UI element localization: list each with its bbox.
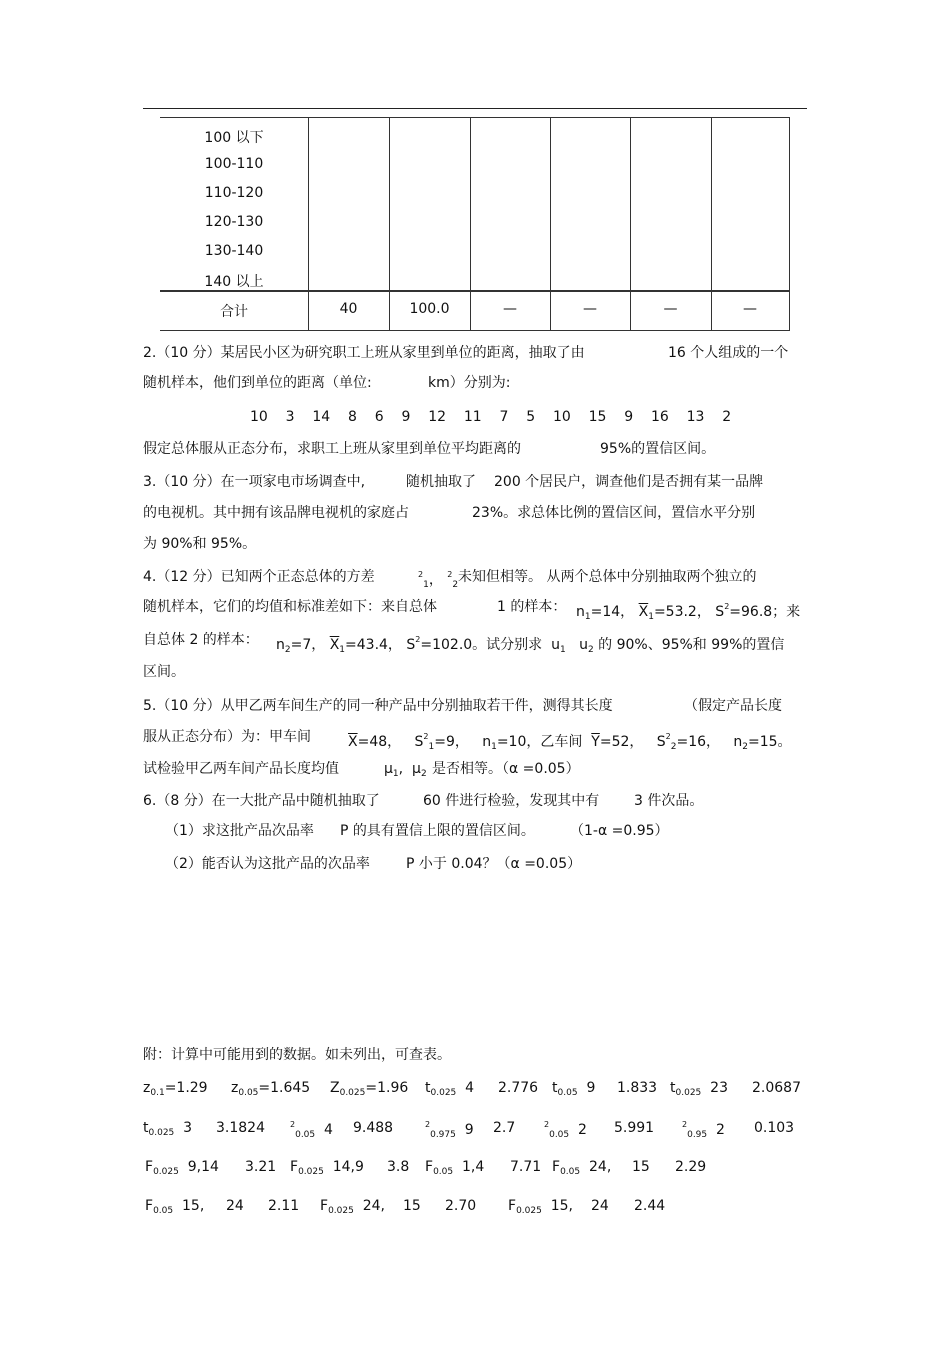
q3-line3: 为 90%和 95%。 bbox=[143, 536, 257, 552]
appendix-item: $t_{0.025}$ 4 bbox=[425, 1080, 475, 1098]
q2-data-value: 13 bbox=[686, 409, 705, 425]
appendix-value: =1.29 bbox=[164, 1080, 208, 1096]
appendix-value: 14,9 bbox=[332, 1159, 364, 1175]
appendix-value: 15 bbox=[632, 1159, 650, 1175]
q4-line3-end: 的 90%、95%和 99%的置信 bbox=[598, 637, 785, 653]
appendix-value: 24 bbox=[226, 1198, 244, 1214]
q6-line3a: （2）能否认为这批产品的次品率 bbox=[165, 856, 370, 872]
n1-value: =10，乙车间 bbox=[496, 734, 583, 750]
appendix-item: $F_{0.025}$ 24, bbox=[320, 1198, 385, 1216]
q2-data-value: 9 bbox=[624, 409, 634, 425]
q2-line1b: 16 个人组成的一个 bbox=[668, 345, 789, 361]
appendix-value: 1.833 bbox=[617, 1080, 658, 1096]
n1-value: =14， bbox=[590, 604, 635, 620]
appendix-item: $^2_{0.95}$ 2 bbox=[682, 1120, 725, 1140]
appendix-value: 9,14 bbox=[187, 1159, 219, 1175]
n1-sub: 1 bbox=[584, 612, 591, 622]
appendix-value: 2.7 bbox=[493, 1120, 516, 1136]
n2-value: =7， bbox=[290, 637, 326, 653]
q6-line2c: （1-α =0.95） bbox=[570, 823, 669, 839]
s2-symbol: S bbox=[406, 637, 416, 653]
row-label: 140 以上 bbox=[204, 274, 264, 290]
q6-line2b: P 的具有置信上限的置信区间。 bbox=[340, 823, 535, 839]
total-label: 合计 bbox=[220, 304, 248, 320]
mu1-symbol: μ bbox=[384, 761, 393, 777]
q6-line1b: 60 件进行检验，发现其中有 bbox=[423, 793, 600, 809]
appendix-value: 2.29 bbox=[675, 1159, 707, 1175]
q2-data-value: 14 bbox=[312, 409, 331, 425]
q5-line1b: （假定产品长度 bbox=[684, 698, 782, 714]
n2-symbol: n bbox=[276, 637, 285, 653]
u2-symbol: u bbox=[579, 637, 588, 653]
appendix-item: $F_{0.025}$ 15, bbox=[508, 1198, 573, 1216]
q2-data-value: 3 bbox=[285, 409, 295, 425]
appendix-item: $F_{0.05}$ 24, bbox=[552, 1159, 612, 1177]
q4-sample2-stats: $n_2=7$， $\overline{X}_1=43.4$， $S^2=102.0$。试分别求 $u_1$ $u_2$ 的 90%、95%和 99%的置信 bbox=[276, 635, 785, 655]
appendix-item: $^2_{0.05}$ 2 bbox=[544, 1120, 587, 1140]
s2-value: =102.0。试分别求 bbox=[420, 637, 543, 653]
n1-symbol: n bbox=[576, 604, 585, 620]
appendix-item: $z_{0.05}=1.645$ bbox=[231, 1080, 311, 1098]
q2-data-value: 12 bbox=[428, 409, 447, 425]
appendix-value: 9.488 bbox=[353, 1120, 394, 1136]
q4-line3a: 自总体 2 的样本： bbox=[143, 632, 259, 648]
q3-line1b: 随机抽取了 bbox=[406, 474, 476, 490]
q4-line1b: 未知但相等。 从两个总体中分别抽取两个独立的 bbox=[458, 569, 757, 585]
q4-sample1-stats: $n_1=14$， $\overline{X}_1=53.2$， $S^2=96.8$；来 bbox=[576, 602, 801, 622]
appendix-item: $F_{0.025}$ 9,14 bbox=[145, 1159, 219, 1177]
q2-data-value: 2 bbox=[722, 409, 732, 425]
q4-line2b: 1 的样本： bbox=[497, 599, 567, 615]
table-top-border bbox=[160, 117, 790, 118]
appendix-value: 9 bbox=[586, 1080, 596, 1096]
q5-mu-symbols: $\mu_1$, $\mu_2$ bbox=[384, 761, 427, 779]
q3-line2b: 23%。求总体比例的置信区间，置信水平分别 bbox=[472, 505, 756, 521]
q2-line2b: km）分别为: bbox=[428, 375, 511, 391]
x1-symbol: $\overline{X}$ bbox=[638, 604, 649, 620]
total-cell: 100.0 bbox=[409, 301, 450, 317]
appendix-value: 24 bbox=[591, 1198, 609, 1214]
appendix-value: 2 bbox=[578, 1122, 587, 1138]
row-label: 100-110 bbox=[204, 156, 264, 172]
x1-value: =53.2， bbox=[653, 604, 711, 620]
appendix-value: 0.103 bbox=[754, 1120, 795, 1136]
u1-symbol: u bbox=[551, 637, 560, 653]
s2-value: =16， bbox=[676, 734, 721, 750]
col-line bbox=[630, 117, 631, 331]
appendix-value: 5.991 bbox=[614, 1120, 655, 1136]
appendix-value: 15, bbox=[182, 1198, 205, 1214]
col-line bbox=[711, 117, 712, 331]
q4-line4: 区间。 bbox=[143, 664, 185, 680]
q2-data-value: 16 bbox=[650, 409, 669, 425]
appendix-value: 23 bbox=[710, 1080, 728, 1096]
appendix-value: 9 bbox=[464, 1122, 474, 1138]
row-label: 130-140 bbox=[204, 243, 264, 259]
appendix-value: 24, bbox=[362, 1198, 385, 1214]
n1-symbol: n bbox=[482, 734, 492, 750]
appendix-value: 3.8 bbox=[387, 1159, 410, 1175]
appendix-value: =1.96 bbox=[365, 1080, 409, 1096]
n2-sub: 2 bbox=[284, 645, 291, 655]
q5-line3b: 是否相等。（α =0.05） bbox=[432, 761, 580, 777]
appendix-item: $F_{0.05}$ 1,4 bbox=[425, 1159, 485, 1177]
x2-symbol: $\overline{X}$ bbox=[329, 637, 340, 653]
col-line bbox=[470, 117, 471, 331]
appendix-value: 7.71 bbox=[510, 1159, 542, 1175]
q5-line2a: 服从正态分布）为：甲车间 bbox=[143, 729, 311, 745]
total-cell: — bbox=[663, 301, 678, 317]
row-label: 100 以下 bbox=[204, 130, 264, 146]
q6-line1c: 3 件次品。 bbox=[634, 793, 704, 809]
s2-symbol: S bbox=[656, 734, 666, 750]
y-value: =52， bbox=[599, 734, 644, 750]
appendix-value: 3.1824 bbox=[216, 1120, 265, 1136]
appendix-item: $t_{0.025}$ 23 bbox=[670, 1080, 728, 1098]
q2-line4b: 95%的置信区间。 bbox=[600, 441, 716, 457]
col-line bbox=[308, 117, 309, 331]
table-bottom-border bbox=[160, 330, 790, 331]
appendix-value: =1.645 bbox=[258, 1080, 311, 1096]
col-line bbox=[389, 117, 390, 331]
q4-line1a: 4.（12 分）已知两个正态总体的方差 bbox=[143, 569, 375, 585]
appendix-value: 2.11 bbox=[268, 1198, 300, 1214]
x2-sub: 1 bbox=[339, 645, 346, 655]
n2-symbol: n bbox=[733, 734, 743, 750]
q2-data-value: 8 bbox=[348, 409, 357, 425]
q6-line3b: P 小于 0.04？（α =0.05） bbox=[406, 856, 582, 872]
col-line bbox=[789, 117, 790, 331]
appendix-value: 24, bbox=[589, 1159, 612, 1175]
appendix-item: $^2_{0.05}$ 4 bbox=[290, 1120, 333, 1140]
q2-data-value: 9 bbox=[401, 409, 411, 425]
q6-line1a: 6.（8 分）在一大批产品中随机抽取了 bbox=[143, 793, 380, 809]
q3-line1a: 3.（10 分）在一项家电市场调查中, bbox=[143, 474, 366, 490]
appendix-value: 2.776 bbox=[498, 1080, 539, 1096]
x-value: =48， bbox=[357, 734, 402, 750]
q3-line2a: 的电视机。其中拥有该品牌电视机的家庭占 bbox=[143, 505, 409, 521]
appendix-value: 2.70 bbox=[445, 1198, 477, 1214]
q2-data-value: 5 bbox=[526, 409, 536, 425]
s1-symbol: S bbox=[414, 734, 424, 750]
appendix-item: $Z_{0.025}=1.96$ bbox=[330, 1080, 409, 1098]
s1-symbol: S bbox=[715, 604, 725, 620]
q3-line1c: 200 个居民户，调查他们是否拥有某一品牌 bbox=[494, 474, 764, 490]
appendix-value: 4 bbox=[324, 1122, 333, 1138]
q2-line1a: 2.（10 分）某居民小区为研究职工上班从家里到单位的距离，抽取了由 bbox=[143, 345, 585, 361]
q2-data-row bbox=[250, 408, 731, 426]
q5-line3a: 试检验甲乙两车间产品长度均值 bbox=[143, 761, 339, 777]
appendix-item: $^2_{0.975}$ 9 bbox=[425, 1120, 474, 1140]
q2-data-value: 10 bbox=[552, 409, 571, 425]
appendix-item: $t_{0.05}$ 9 bbox=[552, 1080, 596, 1098]
col-line bbox=[550, 117, 551, 331]
frequency-table bbox=[160, 117, 790, 331]
q2-data-value: 7 bbox=[499, 409, 509, 425]
q5-sample-stats: $\overline{X}=48$， $S^2_1=9$， $n_1=10$，乙车间 $\overline{Y}=52$， $S^2_2=16$， $n_2=15$。 bbox=[348, 732, 792, 752]
appendix-title: 附：计算中可能用到的数据。如未列出，可查表。 bbox=[143, 1047, 451, 1063]
q2-data-value: 15 bbox=[588, 409, 607, 425]
appendix-item: $t_{0.025}$ 3 bbox=[143, 1120, 193, 1138]
appendix-value: 2.0687 bbox=[752, 1080, 801, 1096]
appendix-value: 3.21 bbox=[245, 1159, 277, 1175]
y-symbol: $\overline{Y}$ bbox=[591, 734, 600, 750]
q6-line2a: （1）求这批产品次品率 bbox=[165, 823, 314, 839]
q5-line1a: 5.（10 分）从甲乙两车间生产的同一种产品中分别抽取若干件，测得其长度 bbox=[143, 698, 613, 714]
x2-value: =43.4， bbox=[345, 637, 402, 653]
appendix-row-1: $z_{0.1}=1.29$ bbox=[143, 1080, 208, 1098]
q2-line2a: 随机样本，他们到单位的距离（单位: bbox=[143, 375, 372, 391]
q2-line4a: 假定总体服从正态分布，求职工上班从家里到单位平均距离的 bbox=[143, 441, 521, 457]
appendix-value: 1,4 bbox=[462, 1159, 485, 1175]
q4-line2a: 随机样本，它们的均值和标准差如下：来自总体 bbox=[143, 599, 437, 615]
row-label: 110-120 bbox=[204, 185, 264, 201]
s1-value: =9， bbox=[434, 734, 469, 750]
appendix-item: $F_{0.05}$ 15, bbox=[145, 1198, 205, 1216]
row-label: 120-130 bbox=[204, 214, 264, 230]
mu2-symbol: μ bbox=[412, 761, 421, 777]
s1-value: =96.8；来 bbox=[729, 604, 801, 620]
total-cell: — bbox=[503, 301, 517, 317]
total-cell: — bbox=[583, 301, 597, 317]
header-rule bbox=[143, 108, 807, 109]
sigma-squared-symbols: $^2_1$， $^2_2$ bbox=[418, 570, 459, 590]
q2-data-value: 10 bbox=[250, 409, 268, 425]
x1-sub: 1 bbox=[648, 612, 654, 622]
appendix-value: 15, bbox=[550, 1198, 573, 1214]
appendix-value: 4 bbox=[465, 1080, 475, 1096]
appendix-item: $F_{0.025}$ 14,9 bbox=[290, 1159, 364, 1177]
total-cell: — bbox=[743, 301, 757, 317]
total-cell: 40 bbox=[339, 301, 358, 317]
q2-data-value: 6 bbox=[374, 409, 384, 425]
n2-value: =15。 bbox=[747, 734, 792, 750]
appendix-value: 2 bbox=[716, 1122, 725, 1138]
q2-data-value: 11 bbox=[463, 409, 482, 425]
appendix-value: 2.44 bbox=[634, 1198, 666, 1214]
appendix-value: 3 bbox=[183, 1120, 193, 1136]
appendix-value: 15 bbox=[403, 1198, 421, 1214]
x-symbol: $\overline{X}$ bbox=[348, 734, 358, 750]
